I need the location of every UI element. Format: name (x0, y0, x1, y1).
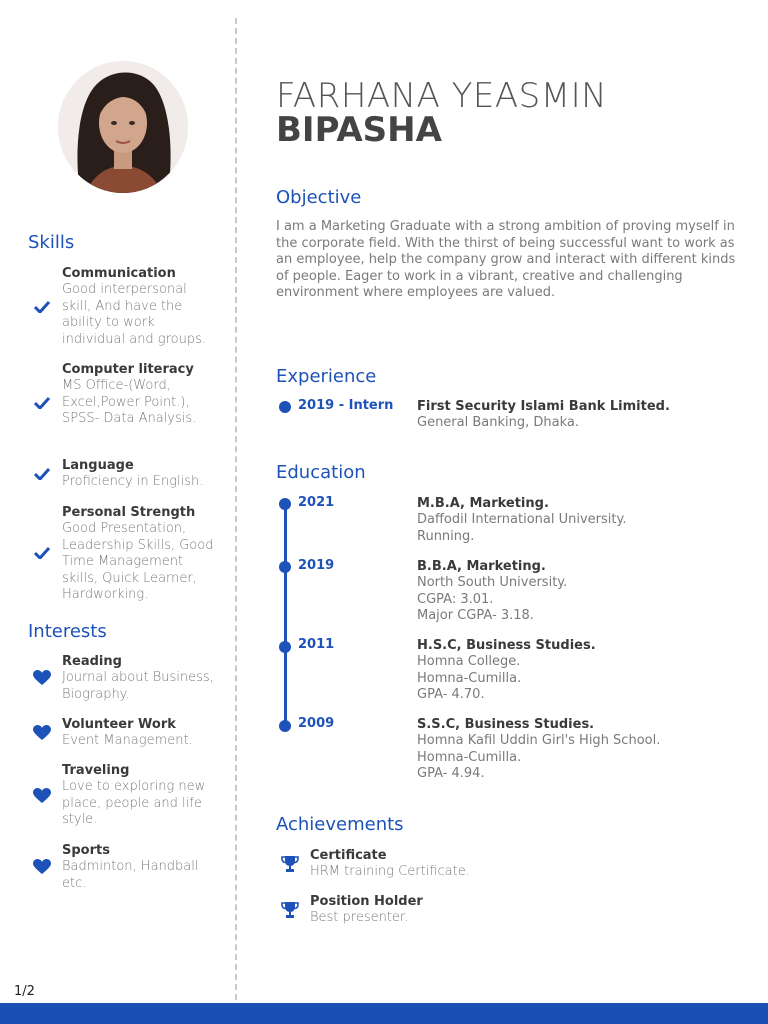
achievements-title: Achievements (276, 814, 404, 835)
skill-desc: Leadership Skills, Good (62, 537, 214, 553)
timeline-dot (279, 401, 291, 413)
interest-desc: Love to exploring new (62, 779, 206, 794)
education-detail: Major CGPA- 3.18. (417, 608, 534, 623)
education-year: 2019 (298, 558, 335, 573)
timeline-line (284, 503, 287, 725)
experience-title: Experience (276, 366, 377, 387)
skill-title: Personal Strength (62, 505, 196, 520)
timeline-dot (279, 641, 291, 653)
skill-item-computer-literacy (62, 361, 196, 428)
experience-item (417, 398, 670, 432)
interest-title: Reading (62, 654, 122, 669)
interests-title: Interests (28, 621, 107, 642)
education-degree: S.S.C, Business Studies. (417, 717, 595, 732)
achievement-title: Position Holder (310, 894, 423, 909)
objective-text (276, 219, 738, 302)
interest-desc: place, people and life (62, 795, 202, 811)
experience-period: 2019 - Intern (298, 398, 394, 413)
interest-item-volunteer (62, 716, 193, 750)
skill-desc: MS Office-(Word, (62, 378, 171, 393)
education-degree: H.S.C, Business Studies. (417, 638, 596, 653)
objective-line: an employee, help the company grow and interact with different kinds (276, 252, 736, 267)
skill-item-personal-strength (62, 504, 213, 604)
experience-detail: General Banking, Dhaka. (417, 415, 579, 430)
achievement-item (310, 893, 423, 927)
objective-line: of people. Eager to work in a vibrant, creative and challenging (276, 268, 683, 284)
check-icon (34, 547, 50, 559)
objective-line: I am a Marketing Graduate with a strong ambition of proving myself in (276, 219, 735, 234)
first-name: FARHANA YEASMIN (276, 76, 608, 116)
check-icon (34, 468, 50, 480)
skill-desc: SPSS- Data Analysis. (62, 411, 197, 426)
trophy-icon (281, 901, 299, 919)
skill-title: Communication (62, 266, 176, 281)
interest-title: Traveling (62, 763, 130, 778)
heart-icon (33, 725, 51, 741)
achievement-detail: HRM training Certificate. (310, 864, 470, 879)
education-degree: M.B.A, Marketing. (417, 496, 549, 511)
skill-desc: skill, And have the (62, 298, 183, 314)
education-detail: Homna-Cumilla. (417, 749, 522, 765)
education-year: 2021 (298, 495, 335, 510)
skill-desc: ability to work (62, 315, 155, 330)
timeline-dot (279, 561, 291, 573)
profile-photo (58, 61, 188, 193)
education-item (417, 716, 660, 783)
skill-item-communication (62, 265, 206, 348)
experience-org: First Security Islami Bank Limited. (417, 399, 670, 414)
education-detail: Homna-Cumilla. (417, 670, 522, 686)
skills-title: Skills (28, 232, 75, 253)
check-icon (34, 301, 50, 313)
interest-title: Sports (62, 843, 110, 858)
education-detail: Daffodil International University. (417, 512, 627, 527)
achievement-detail: Best presenter. (310, 910, 409, 925)
interest-title: Volunteer Work (62, 717, 176, 732)
footer-bar (0, 1003, 768, 1024)
column-divider (235, 18, 237, 1000)
skill-desc: Good interpersonal (62, 282, 187, 297)
avatar (58, 61, 188, 193)
timeline-dot (279, 498, 291, 510)
skill-title: Language (62, 458, 134, 473)
skill-desc: Time Management (62, 554, 184, 569)
interest-desc: Event Management. (62, 733, 193, 748)
education-item (417, 495, 626, 545)
education-year: 2009 (298, 716, 335, 731)
education-detail: GPA- 4.70. (417, 687, 485, 702)
education-degree: B.B.A, Marketing. (417, 559, 546, 574)
skill-desc: skills, Quick Learner, (62, 570, 197, 586)
interest-desc: Journal about Business, (62, 670, 214, 685)
heart-icon (33, 670, 51, 686)
skill-desc: individual and groups. (62, 331, 207, 347)
interest-desc: Biography. (62, 686, 130, 702)
achievement-title: Certificate (310, 848, 387, 863)
education-detail: GPA- 4.94. (417, 766, 485, 781)
interest-desc: Badminton, Handball (62, 859, 199, 874)
interest-desc: etc. (62, 875, 87, 891)
skill-item-language (62, 457, 203, 491)
education-year: 2011 (298, 637, 335, 652)
timeline-dot (279, 720, 291, 732)
last-name: BIPASHA (276, 110, 442, 150)
interest-desc: style. (62, 812, 98, 827)
objective-line: the corporate field. With the thirst of being successful want to work as (276, 235, 735, 251)
interest-item-sports (62, 842, 198, 892)
skill-desc: Good Presentation, (62, 521, 187, 536)
skill-desc: Hardworking. (62, 587, 149, 602)
page-number: 1/2 (14, 984, 35, 999)
trophy-icon (281, 855, 299, 873)
education-detail: Running. (417, 528, 475, 544)
achievement-item (310, 847, 470, 881)
education-detail: Homna College. (417, 654, 521, 669)
skill-desc: Excel,Power Point.), (62, 394, 190, 410)
education-detail: CGPA: 3.01. (417, 591, 494, 607)
skill-desc: Proficiency in English. (62, 474, 204, 489)
interest-item-traveling (62, 762, 205, 829)
education-item (417, 558, 567, 625)
objective-line: environment where employees are valued. (276, 285, 556, 300)
education-detail: Homna Kafil Uddin Girl's High School. (417, 733, 661, 748)
skill-title: Computer literacy (62, 362, 194, 377)
education-detail: North South University. (417, 575, 568, 590)
education-title: Education (276, 462, 366, 483)
check-icon (34, 397, 50, 409)
education-item (417, 637, 596, 704)
heart-icon (33, 859, 51, 875)
interest-item-reading (62, 653, 214, 703)
heart-icon (33, 788, 51, 804)
objective-title: Objective (276, 187, 362, 208)
